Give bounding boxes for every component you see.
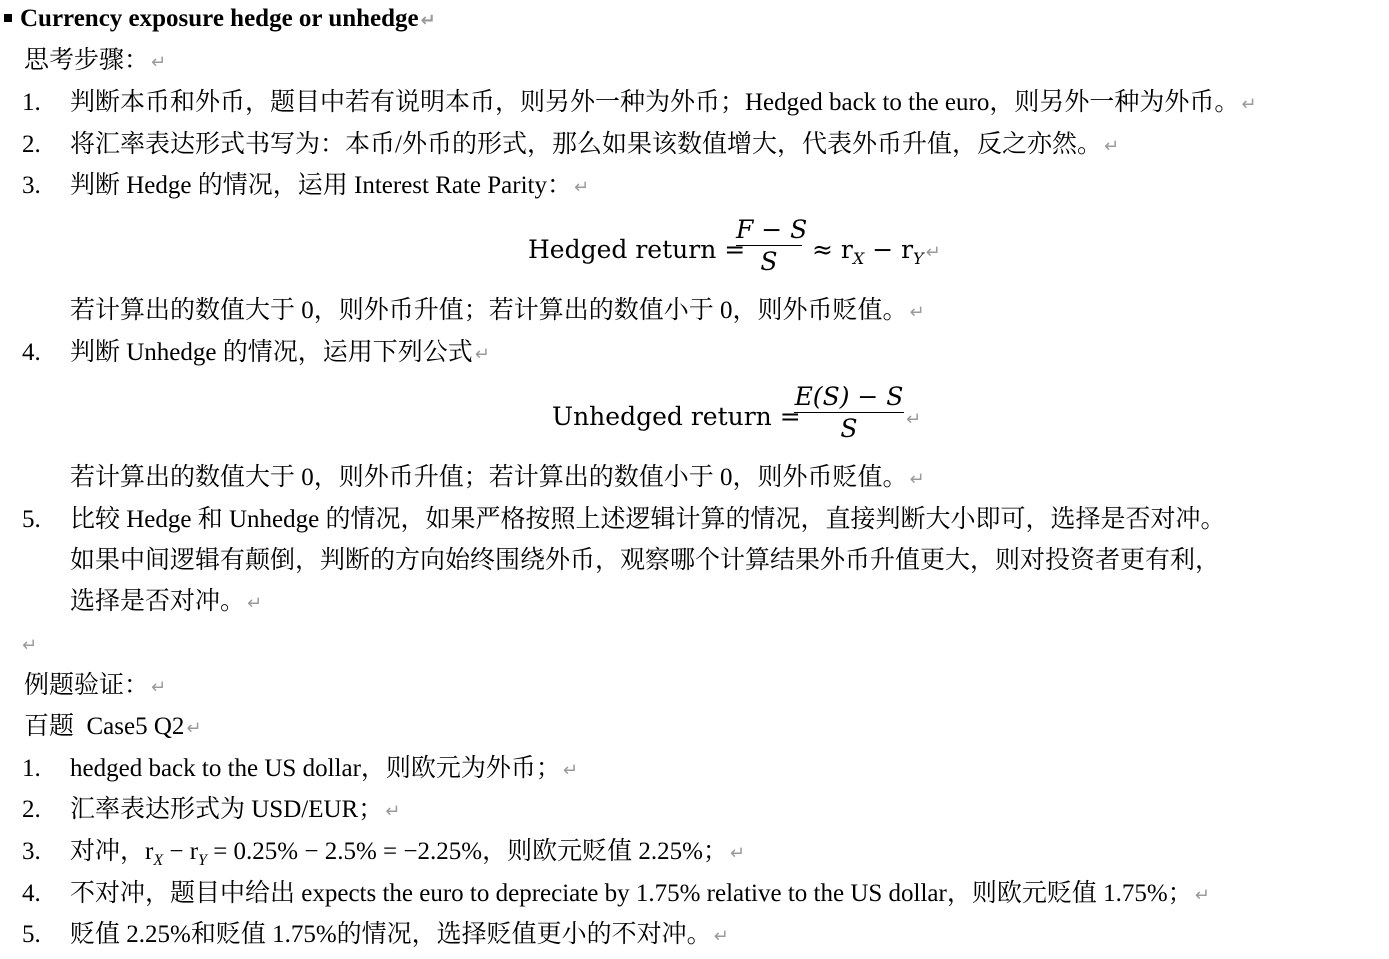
heading-text: Currency exposure hedge or unhedge [20, 5, 419, 32]
step-text: 贬值 2.25%和贬值 1.75%的情况，选择贬值更小的不对冲。 [70, 921, 712, 948]
formula-fraction [794, 382, 904, 445]
step-number: 1. [22, 89, 41, 116]
step-body [70, 920, 729, 952]
step-text-mid: − r [163, 838, 199, 865]
step-number: 2. [22, 131, 41, 158]
paragraph-mark-icon: ↵ [909, 302, 925, 323]
paragraph-mark-icon: ↵ [247, 593, 263, 614]
step-body [70, 505, 1226, 535]
step-body [70, 754, 578, 786]
step-number: 4. [22, 880, 41, 907]
step-body [70, 88, 1256, 120]
paragraph-mark-icon: ↵ [909, 469, 925, 490]
formula-fraction [736, 215, 808, 278]
formula-note [70, 463, 925, 493]
paragraph-mark-icon: ↵ [385, 801, 401, 822]
step-text: 将汇率表达形式书写为：本币/外币的形式，那么如果该数值增大，代表外币升值，反之亦然。 [70, 131, 1102, 158]
paragraph-mark-icon: ↵ [729, 843, 745, 864]
paragraph-mark-icon: ↵ [151, 52, 167, 73]
step-text: 判断 Unhedge 的情况，运用下列公式 [70, 339, 473, 366]
step-number: 3. [22, 838, 41, 865]
formula-rhs-minus: − r [864, 235, 914, 264]
step-number: 2. [22, 796, 41, 823]
formula-rhs-r: ≈ r [812, 235, 853, 264]
paragraph-mark-icon: ↵ [22, 635, 38, 656]
example-label [24, 671, 166, 701]
note-text: 若计算出的数值大于 0，则外币升值；若计算出的数值小于 0，则外币贬值。 [70, 297, 908, 324]
paragraph-mark-icon: ↵ [713, 926, 729, 947]
thinking-label [24, 46, 166, 76]
hedged-return-formula [528, 215, 948, 287]
step-subscript: X [153, 852, 164, 869]
step-text-post: = 0.25% − 2.5% = −2.25%，则欧元贬值 2.25%； [206, 838, 728, 865]
step-number: 1. [22, 755, 41, 782]
formula-subscript: X [852, 249, 865, 268]
section-heading [4, 4, 436, 34]
step-text: 汇率表达形式为 USD/EUR； [70, 796, 384, 823]
formula-subscript: Y [913, 249, 924, 268]
formula-rhs [812, 235, 941, 268]
empty-paragraph [20, 629, 37, 659]
step-body [70, 837, 745, 876]
step-subscript: Y [198, 852, 207, 869]
step-body [70, 171, 589, 203]
step-item [0, 88, 1389, 118]
formula-note [70, 296, 925, 326]
paragraph-mark-icon: ↵ [474, 344, 490, 365]
thinking-label-text: 思考步骤： [24, 47, 150, 74]
example-label-text: 例题验证： [24, 672, 150, 699]
step-continuation [70, 546, 1220, 576]
formula-denominator: S [840, 414, 858, 443]
paragraph-mark-icon: ↵ [151, 677, 167, 698]
paragraph-mark-icon: ↵ [562, 760, 578, 781]
step-body [70, 879, 1210, 911]
step-number: 5. [22, 506, 41, 533]
step-body [70, 130, 1119, 162]
step-text: 判断 Hedge 的情况，运用 Interest Rate Parity： [70, 172, 572, 199]
formula-denominator: S [760, 247, 778, 276]
formula-lhs: Unhedged return = [552, 402, 801, 431]
paragraph-mark-icon: ↵ [1194, 885, 1210, 906]
step-body [70, 795, 400, 827]
step-body [70, 338, 490, 370]
example-title-text: 百题 Case5 Q2 [24, 713, 185, 740]
step-text: 不对冲，题目中给出 expects the euro to depreciate by 1.75% relative to the US dollar，则欧元贬值 1.75%； [70, 880, 1193, 907]
paragraph-mark-icon: ↵ [906, 409, 922, 430]
step-continuation-text: 如果中间逻辑有颠倒，判断的方向始终围绕外币，观察哪个计算结果外币升值更大，则对投资者更有利， [70, 547, 1221, 574]
step-continuation-text: 选择是否对冲。 [70, 588, 246, 615]
formula-numerator: E(S) − S [794, 382, 904, 411]
step-text: 比较 Hedge 和 Unhedge 的情况，如果严格按照上述逻辑计算的情况，直接判断大小即可，选择是否对冲。 [70, 506, 1226, 533]
note-text: 若计算出的数值大于 0，则外币升值；若计算出的数值小于 0，则外币贬值。 [70, 464, 908, 491]
step-text-pre: 对冲，r [70, 838, 154, 865]
step-number: 3. [22, 172, 41, 199]
paragraph-mark-icon: ↵ [925, 242, 941, 263]
paragraph-mark-icon: ↵ [420, 10, 436, 31]
paragraph-mark-icon: ↵ [1241, 94, 1257, 115]
paragraph-mark-icon: ↵ [186, 718, 202, 739]
step-text: 判断本币和外币，题目中若有说明本币，则另外一种为外币；Hedged back to the euro，则另外一种为外币。 [70, 89, 1240, 116]
formula-end [904, 402, 921, 431]
bullet-icon [4, 14, 12, 22]
paragraph-mark-icon: ↵ [574, 177, 590, 198]
step-continuation [70, 587, 262, 617]
example-title [24, 712, 202, 742]
step-text: hedged back to the US dollar，则欧元为外币； [70, 755, 561, 782]
paragraph-mark-icon: ↵ [1103, 136, 1120, 157]
step-number: 4. [22, 339, 41, 366]
unhedged-return-formula [552, 382, 932, 454]
formula-lhs: Hedged return = [528, 235, 746, 264]
formula-numerator: F − S [736, 215, 808, 244]
step-number: 5. [22, 921, 41, 948]
